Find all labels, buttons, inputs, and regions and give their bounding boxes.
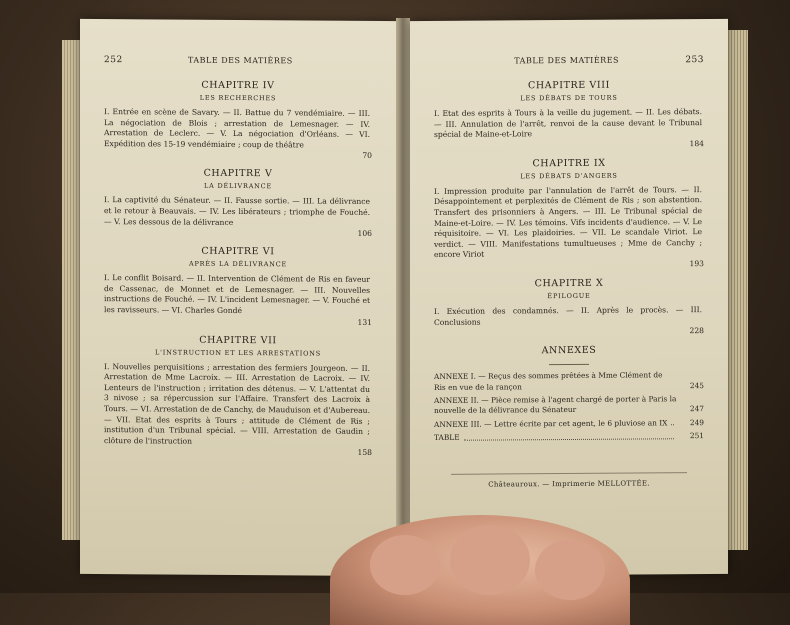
- chapter-block: [104, 334, 372, 459]
- chapter-page-ref: 228: [689, 326, 704, 336]
- annex-page-ref: 249: [689, 417, 704, 427]
- chapter-subtitle: LES DÉBATS D'ANGERS: [520, 171, 618, 181]
- chapter-summary: I. Nouvelles perquisitions ; arrestation des fermiers Jourgeon. — II. Arrestation de Mme Lacroix. — III. Arrestation de Lacroix. — IV. Lenteurs de l'instruction ; irritation des détenus. — V. L'attentat du 3 nivose ; sa répercussion sur l'Affaire. Transfert des Lacroix à Tours. — VI. Arrestation de de Canchy, de Mauduison et d'Aubereau. — VII. Etat des esprits à Tours ; attitude de Clément de Ris ; institution d'un Tribunal spécial. — VIII. Arrestation de Gaudin ; clôture de l'instruction: [104, 361, 370, 446]
- chapter-summary: I. Impression produite par l'annulation de l'arrêt de Tours. — II. Désappointement et perplexités de Clément de Ris ; son abstention. Transfert des prisonniers à Angers. — III. Le Tribunal spécial de Maine-et-Loire. — IV. Les témoins. Vifs incidents d'audience. — V. Le réquisitoire. — VI. Les plaidoiries. — VII. Le scandale Viriot. Le verdict. — VIII. Manifestations tumultueuses ; Mme de Canchy ; encore Viriot: [434, 184, 702, 260]
- chapter-title: CHAPITRE IV: [201, 79, 275, 92]
- page-block-edge-right: [726, 30, 748, 550]
- chapter-block: [434, 157, 704, 271]
- page-block-edge-left: [62, 40, 82, 540]
- chapter-block: [104, 245, 372, 327]
- annex-text: ANNEXE III. — Lettre écrite par cet agent, le 6 pluviose an IX: [434, 418, 668, 429]
- annex-page-ref: 247: [689, 404, 704, 414]
- annex-page-ref: 245: [689, 380, 704, 390]
- book-gutter: [396, 18, 410, 578]
- chapter-summary: I. Exécution des condamnés. — II. Après le procès. — III. Conclusions: [434, 305, 702, 327]
- chapter-page-ref: 106: [357, 228, 372, 239]
- right-page-number: 253: [685, 55, 704, 66]
- chapter-summary: I. La captivité du Sénateur. — II. Fausse sortie. — III. La délivrance et le retour à Beauvais. — IV. Les libérateurs ; triomphe de Fouché. — V. Les dessous de la délivrance: [104, 195, 370, 227]
- annexes-title: ANNEXES: [541, 344, 597, 357]
- annex-entry: [434, 370, 704, 393]
- right-running-head: TABLE DES MATIÈRES: [514, 55, 620, 66]
- chapter-subtitle: LES RECHERCHES: [199, 93, 277, 103]
- chapter-page-ref: 131: [357, 317, 372, 327]
- chapter-title: CHAPITRE X: [534, 277, 604, 290]
- finger: [450, 525, 530, 595]
- annex-text: ANNEXE II. — Pièce remise à l'agent chargé de porter à Paris la nouvelle de la délivrance du Sénateur: [434, 394, 677, 416]
- chapter-block: [434, 277, 704, 338]
- right-page-header: [434, 55, 704, 67]
- chapter-subtitle: LA DÉLIVRANCE: [203, 182, 272, 191]
- chapter-title: CHAPITRE VI: [201, 245, 275, 258]
- chapter-title: CHAPITRE V: [203, 168, 273, 180]
- chapter-page-ref: 70: [362, 151, 372, 161]
- annex-entry: [434, 394, 704, 417]
- chapter-summary: I. Etat des esprits à Tours à la veille du jugement. — II. Les débats. — III. Annulation de l'arrêt, renvoi de la cause devant le Tribunal spécial de Maine-et-Loire: [434, 107, 702, 140]
- left-running-head: TABLE DES MATIÈRES: [187, 55, 293, 66]
- annex-entry: [434, 418, 704, 430]
- finger: [535, 540, 605, 600]
- finger: [370, 535, 440, 595]
- chapter-block: [104, 79, 372, 161]
- chapter-block: [104, 167, 372, 239]
- chapter-title: CHAPITRE IX: [532, 157, 606, 170]
- chapter-title: CHAPITRE VII: [199, 334, 277, 346]
- leader-dots: [464, 438, 674, 440]
- annex-text: ANNEXE I. — Reçus des sommes prêtées à Mme Clément de Ris en vue de la rançon: [434, 370, 663, 392]
- chapter-summary: I. Le conflit Boisard. — II. Intervention de Clément de Ris en faveur de Cassenac, de Monnet et de Lemesnager. — III. Nouvelles instructions de Fouché. — IV. L'incident Lemesnager. — V. Fouché et les ravisseurs. — VI. Charles Gondé: [104, 273, 370, 315]
- annex-text: TABLE: [434, 432, 460, 443]
- chapter-block: [434, 79, 704, 151]
- annexes-rule: [549, 364, 589, 365]
- annex-page-ref: 251: [689, 431, 704, 441]
- left-page: [80, 19, 396, 576]
- chapter-page-ref: 193: [689, 258, 704, 269]
- chapter-summary: I. Entrée en scène de Savary. — II. Battue du 7 vendémiaire. — III. La négociation de Blois ; arrestation de Lemesnager. — IV. Arrestation de Leclerc. — V. La négociation d'Orléans. — VI. Expédition des 15-19 vendémiaire ; coup de théâtre: [104, 107, 370, 150]
- chapter-subtitle: LES DÉBATS DE TOURS: [520, 93, 618, 103]
- chapter-page-ref: 184: [689, 138, 704, 148]
- colophon-rule: [451, 472, 687, 475]
- chapter-page-ref: 158: [357, 448, 372, 458]
- printer-colophon: Châteauroux. — Imprimerie MELLOTTÉE.: [488, 478, 650, 489]
- chapter-subtitle: APRÈS LA DÉLIVRANCE: [188, 259, 288, 269]
- annex-entry: [434, 431, 704, 443]
- chapter-subtitle: ÉPILOGUE: [547, 291, 591, 301]
- chapter-subtitle: L'INSTRUCTION ET LES ARRESTATIONS: [155, 347, 321, 358]
- right-page: [410, 19, 728, 576]
- chapter-title: CHAPITRE VIII: [528, 79, 610, 92]
- left-page-number: 252: [104, 55, 123, 66]
- leader-dots: [671, 424, 674, 425]
- left-page-header: [104, 55, 372, 67]
